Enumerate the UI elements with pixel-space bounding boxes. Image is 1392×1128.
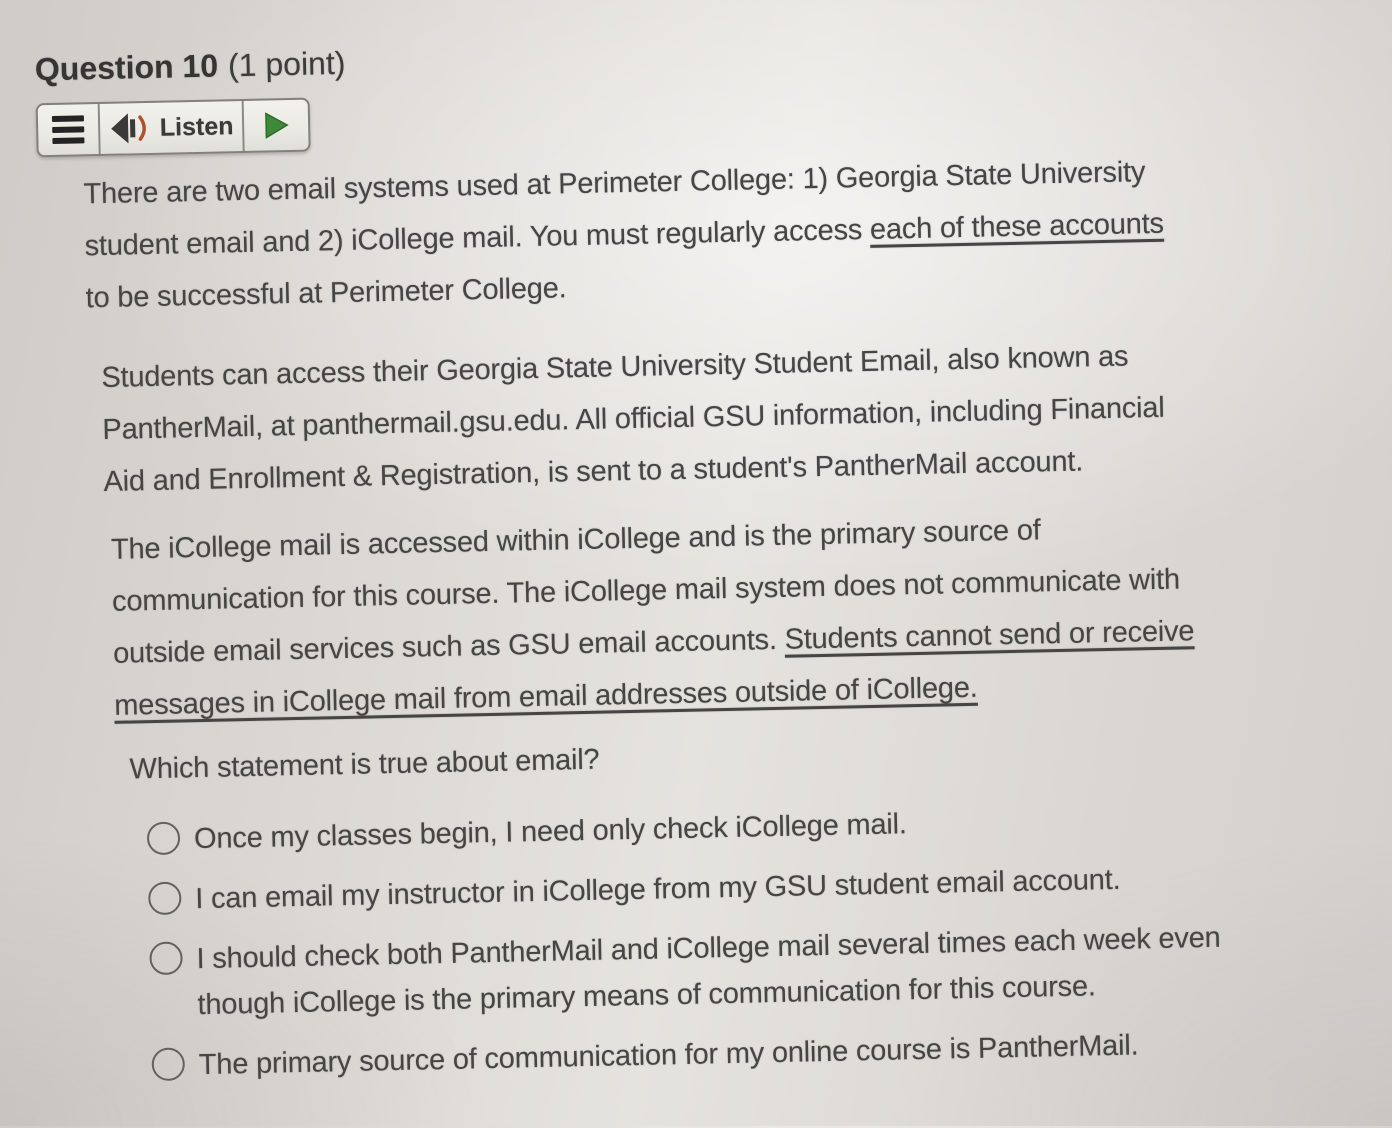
question-number: Question 10: [34, 47, 219, 88]
text-line: [129, 717, 1392, 796]
radio-button[interactable]: [147, 821, 181, 855]
question-prompt: [129, 717, 1392, 796]
hamburger-icon: [52, 137, 84, 144]
play-icon: [263, 111, 290, 140]
question-points: (1 point): [227, 44, 346, 84]
question-heading: [34, 19, 1391, 91]
question-paragraph-1: [83, 141, 1392, 324]
text-segment: Aid and Enrollment & Registration, is sent to a student's PantherMail account.: [103, 445, 1084, 499]
answer-option-4[interactable]: [151, 1017, 1392, 1089]
option-label[interactable]: [198, 1022, 1139, 1088]
speaker-icon: [108, 109, 151, 148]
option-line: I can email my instructor in iCollege from my GSU student email account.: [195, 863, 1121, 916]
option-label[interactable]: [195, 857, 1121, 922]
text-segment: There are two email systems used at Perimeter College: 1) Georgia State University: [83, 156, 1146, 211]
answer-option-1[interactable]: [147, 791, 1392, 863]
underlined-text: Students cannot send or receive: [784, 615, 1195, 656]
underlined-text: messages in iCollege mail from email addresses outside of iCollege.: [113, 671, 978, 722]
prompt-text: Which statement is true about email?: [129, 743, 600, 786]
question-paragraph-2: [101, 325, 1392, 508]
listen-button[interactable]: [100, 101, 243, 154]
text-segment: outside email services such as GSU email accounts.: [112, 623, 785, 670]
option-label[interactable]: [196, 915, 1222, 1028]
radio-button[interactable]: [151, 1047, 185, 1081]
hamburger-icon: [52, 115, 84, 122]
question-paragraph-3: [110, 497, 1392, 732]
hamburger-icon: [52, 126, 84, 133]
option-line: though iCollege is the primary means of communication for this course.: [197, 970, 1097, 1022]
underlined-text: each of these accounts: [869, 207, 1165, 246]
radio-button[interactable]: [148, 881, 182, 915]
option-line: The primary source of communication for my online course is PantherMail.: [198, 1029, 1139, 1082]
readspeaker-toolbar: [36, 98, 311, 158]
play-button[interactable]: [242, 100, 309, 151]
text-segment: Students can access their Georgia State University Student Email, also known as: [101, 340, 1129, 395]
text-segment: PantherMail, at panthermail.gsu.edu. All official GSU information, including Financial: [102, 391, 1165, 447]
text-segment: to be successful at Perimeter College.: [85, 272, 567, 315]
toolbar-menu-button[interactable]: [38, 104, 101, 155]
text-segment: communication for this course. The iCollege mail system does not communicate with: [111, 563, 1181, 618]
text-segment: student email and 2) iCollege mail. You must regularly access: [84, 213, 871, 263]
answer-option-3[interactable]: [149, 911, 1392, 1029]
listen-button-label: Listen: [159, 111, 234, 142]
answer-option-2[interactable]: [148, 851, 1392, 923]
radio-button[interactable]: [149, 941, 183, 975]
answer-options: [147, 791, 1392, 1089]
text-segment: The iCollege mail is accessed within iCollege and is the primary source of: [110, 514, 1041, 566]
option-line: I should check both PantherMail and iCollege mail several times each week even: [196, 921, 1221, 976]
option-line: Once my classes begin, I need only check iCollege mail.: [193, 808, 908, 856]
option-label[interactable]: [194, 801, 908, 862]
